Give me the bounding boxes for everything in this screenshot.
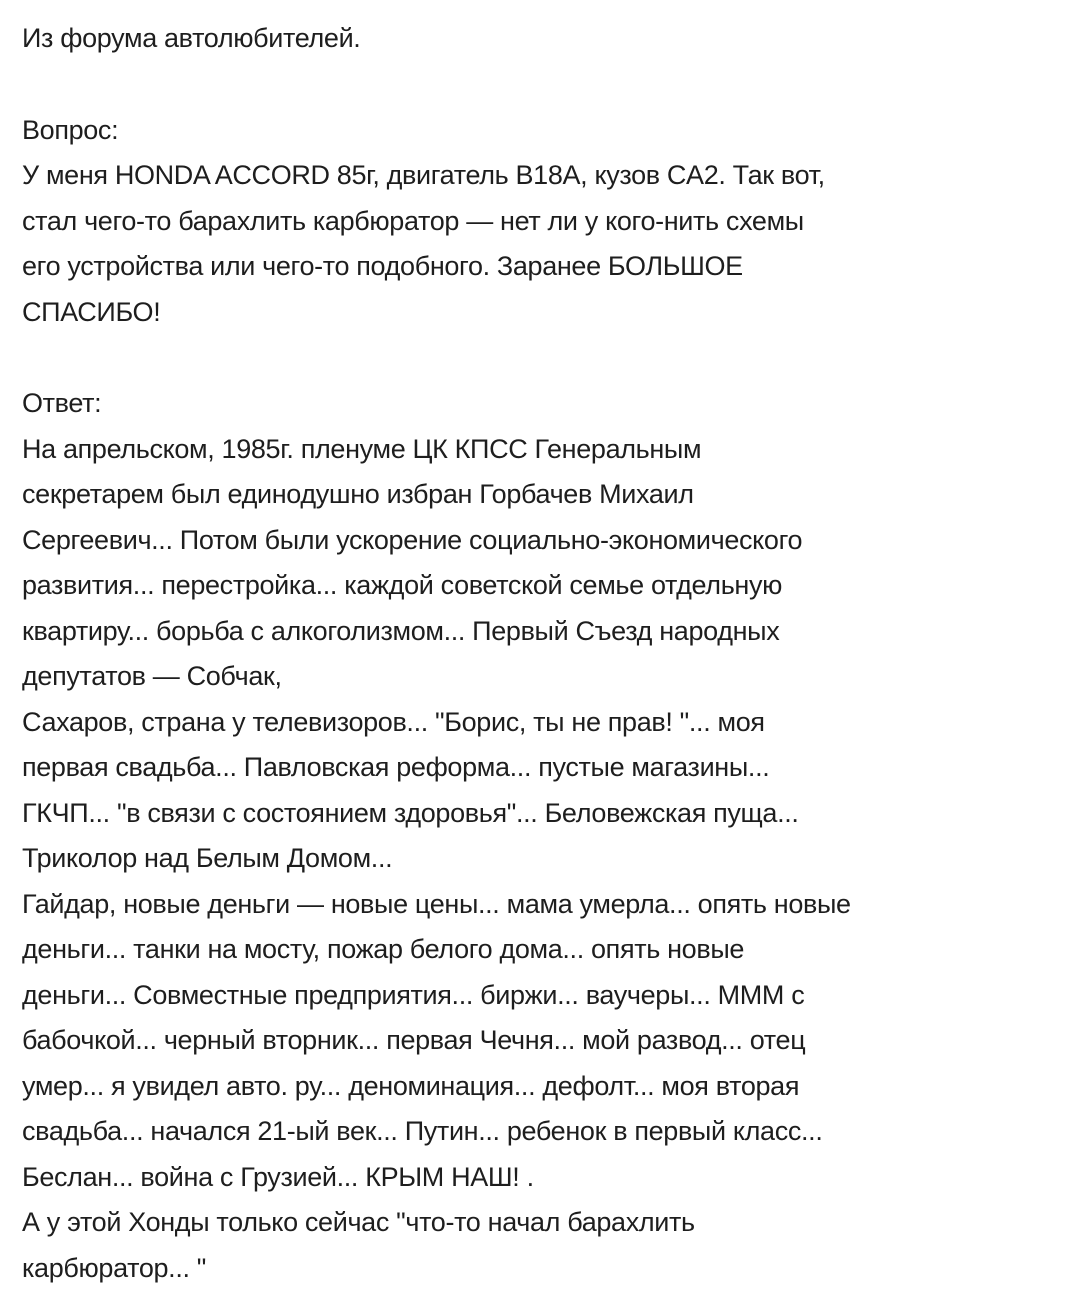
answer-line: развития... перестройка... каждой советской семье отдельную — [22, 563, 1072, 609]
answer-line: деньги... танки на мосту, пожар белого дома... опять новые — [22, 927, 1072, 973]
question-line: его устройства или чего-то подобного. Заранее БОЛЬШОЕ — [22, 244, 1072, 290]
post-title: Из форума автолюбителей. — [22, 16, 1072, 62]
answer-line: ГКЧП... "в связи с состоянием здоровья"... Беловежская пуща... — [22, 791, 1072, 837]
question-line: У меня HONDA ACCORD 85г, двигатель B18A, кузов CA2. Так вот, — [22, 153, 1072, 199]
answer-line: секретарем был единодушно избран Горбачев Михаил — [22, 472, 1072, 518]
spacer — [22, 62, 1072, 108]
answer-line: первая свадьба... Павловская реформа... пустые магазины... — [22, 745, 1072, 791]
answer-line: Сергеевич... Потом были ускорение социально-экономического — [22, 518, 1072, 564]
answer-line: депутатов — Собчак, — [22, 654, 1072, 700]
answer-line: деньги... Совместные предприятия... биржи... ваучеры... МММ с — [22, 973, 1072, 1019]
question-line: СПАСИБО! — [22, 290, 1072, 336]
question-line: стал чего-то барахлить карбюратор — нет ли у кого-нить схемы — [22, 199, 1072, 245]
answer-line: свадьба... начался 21-ый век... Путин... ребенок в первый класс... — [22, 1109, 1072, 1155]
question-heading: Вопрос: — [22, 108, 1072, 154]
answer-line: Триколор над Белым Домом... — [22, 836, 1072, 882]
answer-line: На апрельском, 1985г. пленуме ЦК КПСС Генеральным — [22, 427, 1072, 473]
answer-line: Гайдар, новые деньги — новые цены... мама умерла... опять новые — [22, 882, 1072, 928]
answer-heading: Ответ: — [22, 381, 1072, 427]
forum-post — [22, 16, 1072, 1291]
answer-line: Сахаров, страна у телевизоров... "Борис, ты не прав! "... моя — [22, 700, 1072, 746]
answer-line: Беслан... война с Грузией... КРЫМ НАШ! . — [22, 1155, 1072, 1201]
answer-line: бабочкой... черный вторник... первая Чечня... мой развод... отец — [22, 1018, 1072, 1064]
answer-line: карбюратор... " — [22, 1246, 1072, 1291]
answer-line: квартиру... борьба с алкоголизмом... Первый Съезд народных — [22, 609, 1072, 655]
answer-line: А у этой Хонды только сейчас "что-то начал барахлить — [22, 1200, 1072, 1246]
spacer — [22, 335, 1072, 381]
answer-line: умер... я увидел авто. ру... деноминация... дефолт... моя вторая — [22, 1064, 1072, 1110]
